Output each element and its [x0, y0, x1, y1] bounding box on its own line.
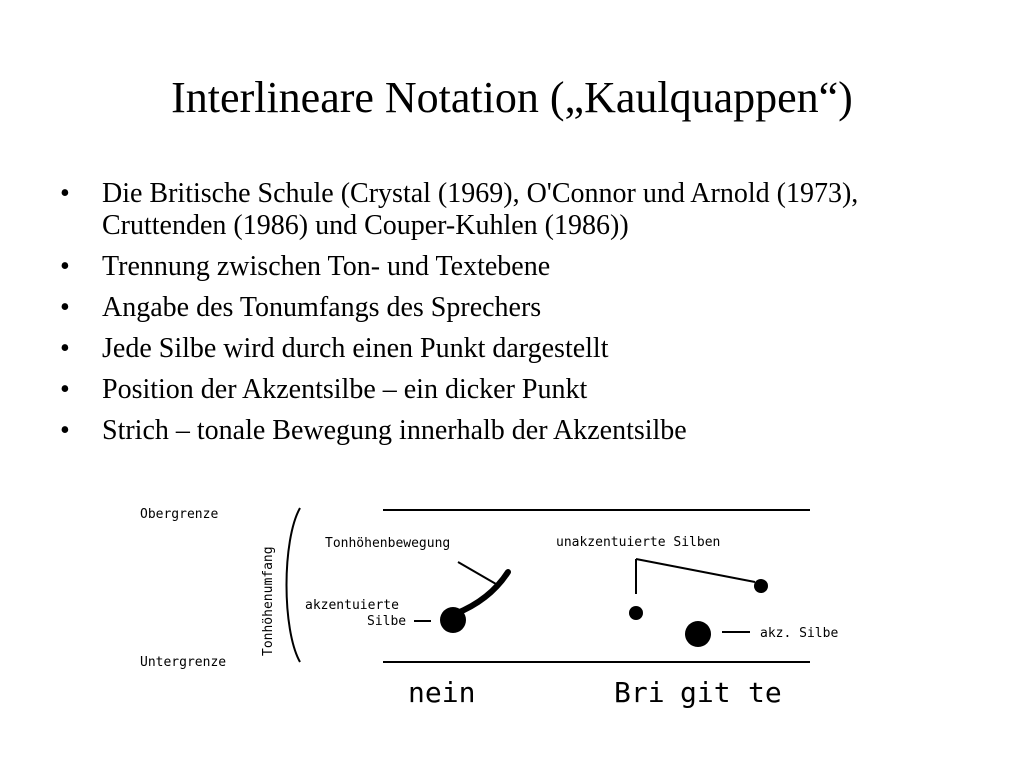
label-tonumfang: Tonhöhenumfang [261, 546, 276, 656]
syllable-te: te [748, 676, 782, 709]
slide-title: Interlineare Notation („Kaulquappen“) [171, 73, 853, 122]
unaccented-syllable-dot [629, 606, 643, 620]
label-untergrenze: Untergrenze [140, 655, 227, 670]
unaccented-syllable-dot [754, 579, 768, 593]
word-nein: nein [408, 676, 476, 709]
label-akzentuierte-2: Silbe [367, 614, 407, 629]
notation-diagram-svg [0, 490, 1024, 720]
bullet-item: • Die Britische Schule (Crystal (1969), O'Connor und Arnold (1973), Cruttenden (1986) und Couper-Kuhlen (1986)) [60, 178, 960, 242]
bullet-list [60, 178, 960, 456]
pointer-line [636, 559, 755, 582]
label-akzentuierte-1: akzentuierte [305, 598, 399, 613]
bullet-item: • Strich – tonale Bewegung innerhalb der Akzentsilbe [60, 415, 960, 447]
syllable-bri: Bri [614, 676, 665, 709]
bullet-item: • Position der Akzentsilbe – ein dicker Punkt [60, 374, 960, 406]
bullet-item: • Trennung zwischen Ton- und Textebene [60, 251, 960, 283]
notation-diagram [0, 490, 1024, 720]
pointer-line [458, 562, 496, 584]
label-tonhoehenbewegung: Tonhöhenbewegung [325, 536, 451, 551]
bullet-item: • Jede Silbe wird durch einen Punkt dargestellt [60, 333, 960, 365]
label-unakzentuierte: unakzentuierte Silben [556, 535, 721, 550]
pitch-movement-stroke [455, 572, 508, 614]
label-akz-silbe: akz. Silbe [760, 626, 839, 641]
accented-syllable-dot [685, 621, 711, 647]
label-obergrenze: Obergrenze [140, 507, 219, 522]
range-bracket [287, 508, 301, 662]
syllable-git: git [680, 676, 731, 709]
bullet-item: • Angabe des Tonumfangs des Sprechers [60, 292, 960, 324]
